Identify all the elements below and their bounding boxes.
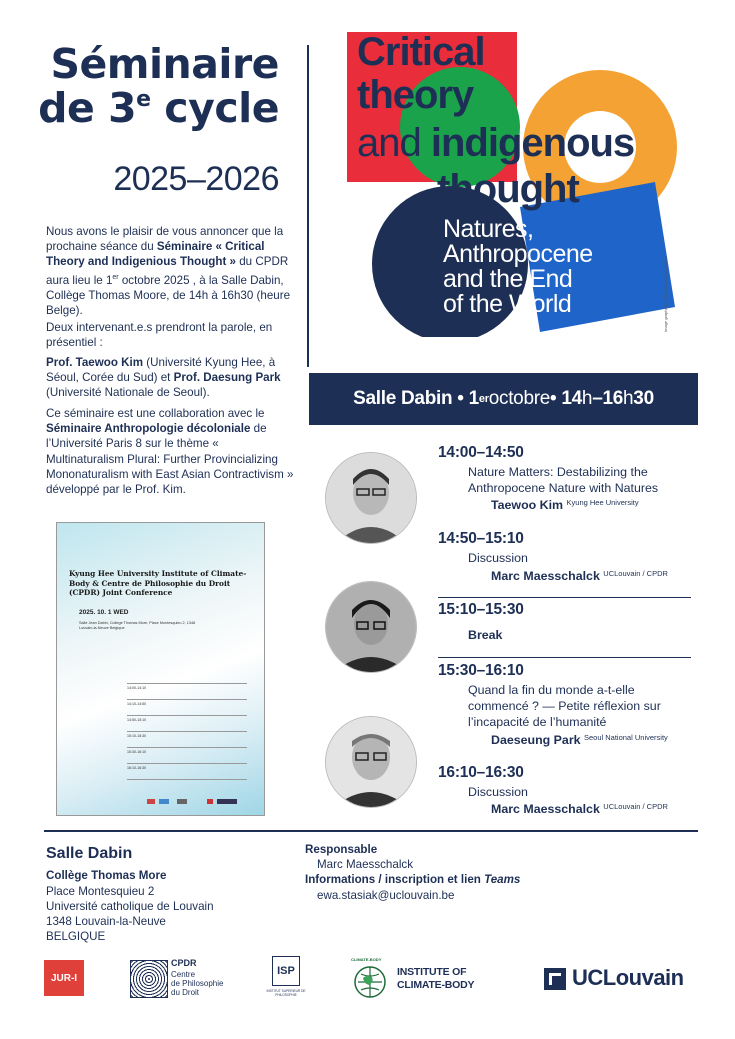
cpdr-subtitle (171, 970, 223, 997)
speaker-2-name: Prof. Daesung Park (173, 371, 281, 385)
subtitle-post: cycle (150, 84, 279, 132)
uclouvain-logo (544, 964, 694, 994)
responsable-name: Marc Maesschalck (317, 858, 413, 871)
banner-day-sup: er (478, 393, 489, 405)
portrait-icon (326, 582, 416, 672)
flyer-schedule (127, 683, 247, 780)
program-divider (438, 657, 691, 658)
intro-paragraph-2: Deux intervenant.e.s prendront la parole, en présentiel : (46, 321, 273, 350)
speaker-affiliation: UCLouvain / CPDR (603, 569, 668, 578)
subtitle-pre: de 3 (38, 84, 137, 132)
flyer-row (127, 715, 247, 731)
portrait-icon (326, 453, 416, 543)
banner-day: 1 (468, 388, 479, 409)
bottom-divider (44, 830, 698, 832)
banner-month: octobre (488, 388, 551, 409)
flyer-row-time: 14:50-15:10 (127, 718, 147, 722)
flyer-row (127, 683, 247, 699)
conference-flyer (56, 522, 265, 816)
p1-seminar-name: Séminaire « Critical Theory and Indigenious Thought » (46, 240, 265, 269)
program-title: Quand la fin du monde a-t-elle commencé ? — Petite réflexion sur l’incapacité de l’humanité (468, 683, 661, 729)
flyer-date: 2025. 10. 1 WED (79, 609, 129, 616)
info-label-teams: Teams (484, 873, 521, 886)
poster-line-1: Critical (357, 30, 485, 74)
flyer-row-time: 15:10-15:30 (127, 734, 147, 738)
program-speaker (491, 733, 668, 747)
portrait-icon (326, 717, 416, 807)
juri-logo (44, 960, 84, 996)
speaker-name: Marc Maesschalck (491, 569, 600, 583)
banner-start: 14 (561, 388, 582, 409)
speaker-affiliation: UCLouvain / CPDR (603, 802, 668, 811)
subtitle-sup: e (136, 87, 151, 112)
venue-city: 1348 Louvain-la-Neuve (46, 915, 166, 928)
speaker-name: Daeseung Park (491, 733, 581, 747)
banner-end-h: h (623, 388, 634, 409)
speaker-name: Taewoo Kim (491, 498, 564, 512)
program-time: 15:30–16:10 (438, 662, 524, 679)
venue-building: Collège Thomas More (46, 869, 167, 882)
program-time: 16:10–16:30 (438, 764, 524, 781)
flyer-title: Kyung Hee University Institute of Climate-Body & Centre de Philosophie du Droit (CPDR) Joint Conference (69, 569, 247, 597)
photo-taewoo-kim (325, 452, 417, 544)
program-speaker (491, 569, 668, 583)
info-label-text: Informations / inscription et lien (305, 873, 485, 886)
venue-street: Place Montesquieu 2 (46, 885, 155, 898)
cpdr-logo (130, 958, 240, 1000)
photo-daeseung-park (325, 581, 417, 673)
cpdr-title: CPDR (171, 958, 197, 968)
program-speaker (491, 802, 668, 816)
p1-text-2: du CPDR aura lieu le 1 (46, 255, 289, 287)
banner-bullet-2: • (550, 388, 557, 409)
program-divider (438, 597, 691, 598)
isp-mark: ISP (272, 956, 300, 986)
isp-subtitle: INSTITUT SUPÉRIEUR DE PHILOSOPHIE (266, 989, 306, 997)
cpdr-sub-2: de Philosophie (171, 979, 224, 988)
seminar-subtitle (38, 84, 279, 132)
banner-end: –16 (592, 388, 624, 409)
p4-text-2: de l’Université Paris 8 sur le thème « Multinaturalism Plural: Further Provincializing Mononaturalism with East Asian Contractivism » développé par le Prof. Kim. (46, 422, 294, 497)
poster-credit: Image graphique: Ollie Aparicio-Verde Rico (663, 255, 668, 332)
p4-text: Ce séminaire est une collaboration avec le (46, 407, 265, 420)
seminar-title: Séminaire (50, 40, 279, 88)
banner-bullet: • (457, 388, 464, 409)
speaker-name: Marc Maesschalck (491, 802, 600, 816)
poster-line-3b: indigenous (430, 121, 635, 165)
flyer-row-time: 14:00-14:10 (127, 686, 147, 690)
p1-text-3: octobre 2025 , à la Salle Dabin, Collège Thomas Moore, de 14h à 16h30 (heure Belge). (46, 273, 291, 317)
venue-university: Université catholique de Louvain (46, 900, 214, 913)
program-time: 14:00–14:50 (438, 444, 524, 461)
p4-seminar-name: Séminaire Anthropologie décoloniale (46, 422, 251, 436)
uclouvain-wordmark: UCLouvain (572, 965, 684, 990)
flyer-row-time: 15:30-16:10 (127, 750, 147, 754)
speaker-affiliation: Kyung Hee University (566, 498, 639, 507)
responsable-label: Responsable (305, 843, 378, 856)
speaker-1-name: Prof. Taewoo Kim (46, 356, 144, 369)
program-title: Nature Matters: Destabilizing the Anthropocene Nature with Natures (468, 465, 659, 495)
program-title: Discussion (468, 551, 528, 565)
intro-paragraph-4 (46, 406, 296, 497)
globe-icon (350, 960, 390, 1000)
flyer-row-time: 14:10-14:50 (127, 702, 147, 706)
uclouvain-mark-icon (544, 968, 566, 990)
program-title: Break (468, 628, 503, 642)
cpdr-mark-icon (130, 960, 168, 998)
p1-sup: er (112, 273, 119, 281)
event-banner (309, 373, 698, 425)
flyer-row (127, 747, 247, 763)
intro-paragraph-3 (46, 355, 296, 401)
poster-line-4: thought (437, 167, 579, 211)
vertical-divider (307, 45, 309, 367)
poster-artwork (345, 32, 685, 337)
climate-logo-line-2: CLIMATE-BODY (397, 979, 475, 991)
p3-text-2: (Université Nationale de Seoul). (46, 386, 210, 400)
p3-text: (Université Kyung Hee, à Séoul, Corée du Sud) et (46, 356, 276, 385)
banner-start-h: h (581, 388, 593, 409)
poster-line-3a: and (357, 121, 431, 165)
cpdr-sub-3: du Droit (171, 988, 200, 997)
flyer-row (127, 763, 247, 780)
program-title: Discussion (468, 785, 528, 799)
contact-email[interactable]: ewa.stasiak@uclouvain.be (317, 889, 455, 902)
climate-ring-text: CLIMATE-BODY (351, 957, 382, 962)
poster-line-3 (357, 123, 634, 163)
climate-logo-line-1: INSTITUTE OF (397, 966, 467, 978)
flyer-place: Salle Jean Dabin, College Thomas More, Place Montesquieu 2, 1348 Louvain-la-Neuve Belgique (79, 621, 196, 630)
climate-body-logo (350, 957, 500, 1000)
poster-line-2: theory (357, 73, 474, 117)
poster-sub-3: and the End (443, 265, 573, 293)
photo-marc-maesschalck (325, 716, 417, 808)
banner-place: Salle Dabin (353, 388, 453, 409)
program-speaker (491, 498, 639, 512)
flyer-row-time: 16:10-16:30 (127, 766, 147, 770)
flyer-logos (147, 799, 247, 804)
academic-year: 2025–2026 (113, 160, 279, 198)
program-time: 15:10–15:30 (438, 601, 524, 618)
flyer-row (127, 731, 247, 747)
poster-sub-4: of the World (443, 290, 572, 318)
flyer-row (127, 699, 247, 715)
isp-logo (266, 956, 306, 1000)
cpdr-sub-1: Centre (171, 970, 196, 979)
poster-sub-1: Natures, (443, 215, 534, 243)
banner-end-m: 30 (633, 388, 654, 409)
p1-text: Nous avons le plaisir de vous annoncer que la prochaine séance du (46, 225, 284, 254)
juri-logo-text: JUR-I (50, 972, 78, 984)
intro-paragraph-1 (46, 224, 296, 318)
venue-title: Salle Dabin (46, 845, 133, 862)
speaker-affiliation: Seoul National University (583, 733, 668, 742)
program-time: 14:50–15:10 (438, 530, 524, 547)
venue-country: BELGIQUE (46, 930, 106, 943)
info-label (305, 873, 520, 886)
poster-sub-2: Anthropocene (443, 240, 593, 268)
